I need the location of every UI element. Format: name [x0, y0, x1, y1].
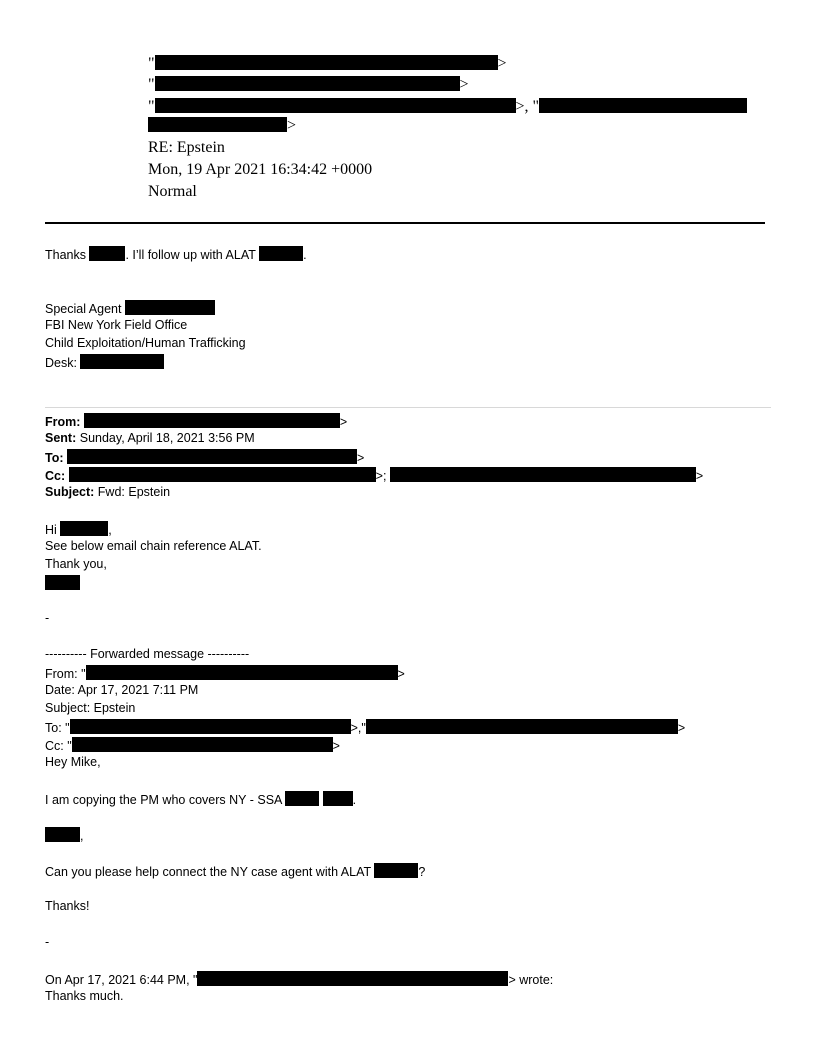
cc-value: " >, " [148, 98, 747, 116]
signature-text: Desk: [45, 356, 77, 370]
forward-text: From: " [45, 667, 86, 681]
forward-to: To: " >," > [45, 721, 686, 735]
reply-text: . [303, 248, 307, 262]
to-value: " > [148, 76, 469, 93]
forward-dash: - [45, 935, 50, 949]
forward-addressee: , [45, 827, 83, 843]
forward-thanks: Thanks! [45, 899, 90, 913]
msg2-text: Hi [45, 523, 57, 537]
msg2-from: From: > [45, 415, 348, 429]
date-value: Mon, 19 Apr 2021 16:34:42 +0000 [148, 161, 373, 178]
redaction [366, 719, 678, 734]
redaction [390, 467, 696, 482]
msg2-dash: - [45, 611, 50, 625]
redaction [89, 246, 125, 261]
signature-office: FBI New York Field Office [45, 318, 188, 332]
signature-title [45, 300, 215, 316]
forward-banner: ---------- Forwarded message ---------- [45, 647, 250, 661]
msg2-sent-label: Sent: [45, 431, 77, 445]
signature-text: Special Agent [45, 302, 122, 316]
forward-date: Date: Apr 17, 2021 7:11 PM [45, 683, 199, 697]
redaction [285, 791, 319, 806]
redaction [125, 300, 215, 315]
msg2-cc: Cc: >; > [45, 469, 704, 483]
reply-text: . I’ll follow up with ALAT [125, 248, 256, 262]
msg2-to: To: > [45, 451, 365, 465]
forward-from: From: " > [45, 667, 405, 681]
redaction [67, 449, 357, 464]
from-value: " > [148, 55, 507, 72]
redaction [374, 863, 418, 878]
cc-value-cont: > [148, 117, 296, 135]
forward-text: Can you please help connect the NY case agent with ALAT [45, 865, 371, 879]
redaction [69, 467, 376, 482]
redaction [148, 117, 287, 132]
redaction [155, 76, 460, 91]
redaction [323, 791, 353, 806]
header-divider [45, 222, 765, 224]
signature-desk [45, 354, 164, 370]
quote-attribution [45, 971, 553, 987]
forward-copying: I am copying the PM who covers NY - SSA . [45, 793, 357, 807]
msg2-signer [45, 575, 80, 591]
redaction [60, 521, 108, 536]
redaction [84, 413, 340, 428]
redaction [197, 971, 508, 986]
msg2-cc-label: Cc: [45, 469, 66, 483]
msg2-to-label: To: [45, 451, 64, 465]
redaction [155, 55, 498, 70]
subject-value: RE: Epstein [148, 139, 225, 156]
forward-text: ? [418, 865, 426, 879]
reply-text: Thanks [45, 248, 86, 262]
message-divider [45, 407, 771, 408]
msg2-body2: Thank you, [45, 557, 107, 571]
redaction [45, 575, 80, 590]
forward-cc: Cc: " > [45, 739, 340, 753]
forward-text: I am copying the PM who covers NY - SSA [45, 793, 282, 807]
redaction [259, 246, 303, 261]
forward-text: Cc: " [45, 739, 72, 753]
forward-text: To: " [45, 721, 70, 735]
forward-text: On Apr 17, 2021 6:44 PM, " [45, 973, 198, 987]
msg2-sent [45, 431, 255, 445]
forward-greeting: Hey Mike, [45, 755, 101, 769]
msg2-greeting: Hi , [45, 523, 112, 537]
redaction [70, 719, 351, 734]
redaction [86, 665, 398, 680]
msg2-from-label: From: [45, 415, 81, 429]
redaction [72, 737, 333, 752]
forward-request [45, 863, 425, 879]
forward-subject: Subject: Epstein [45, 701, 136, 715]
msg2-subject-label: Subject: [45, 485, 95, 499]
importance-value: Normal [148, 183, 197, 200]
msg2-subject [45, 485, 170, 499]
msg2-subject-value: Fwd: Epstein [97, 485, 171, 499]
redaction [80, 354, 164, 369]
quote-body: Thanks much. [45, 989, 124, 1003]
reply-line [45, 246, 307, 262]
redaction [539, 98, 747, 113]
msg2-sent-value: Sunday, April 18, 2021 3:56 PM [79, 431, 255, 445]
signature-unit: Child Exploitation/Human Trafficking [45, 336, 246, 350]
forward-text: > wrote: [508, 973, 554, 987]
redaction [45, 827, 80, 842]
msg2-body1: See below email chain reference ALAT. [45, 539, 262, 553]
redaction [155, 98, 516, 113]
